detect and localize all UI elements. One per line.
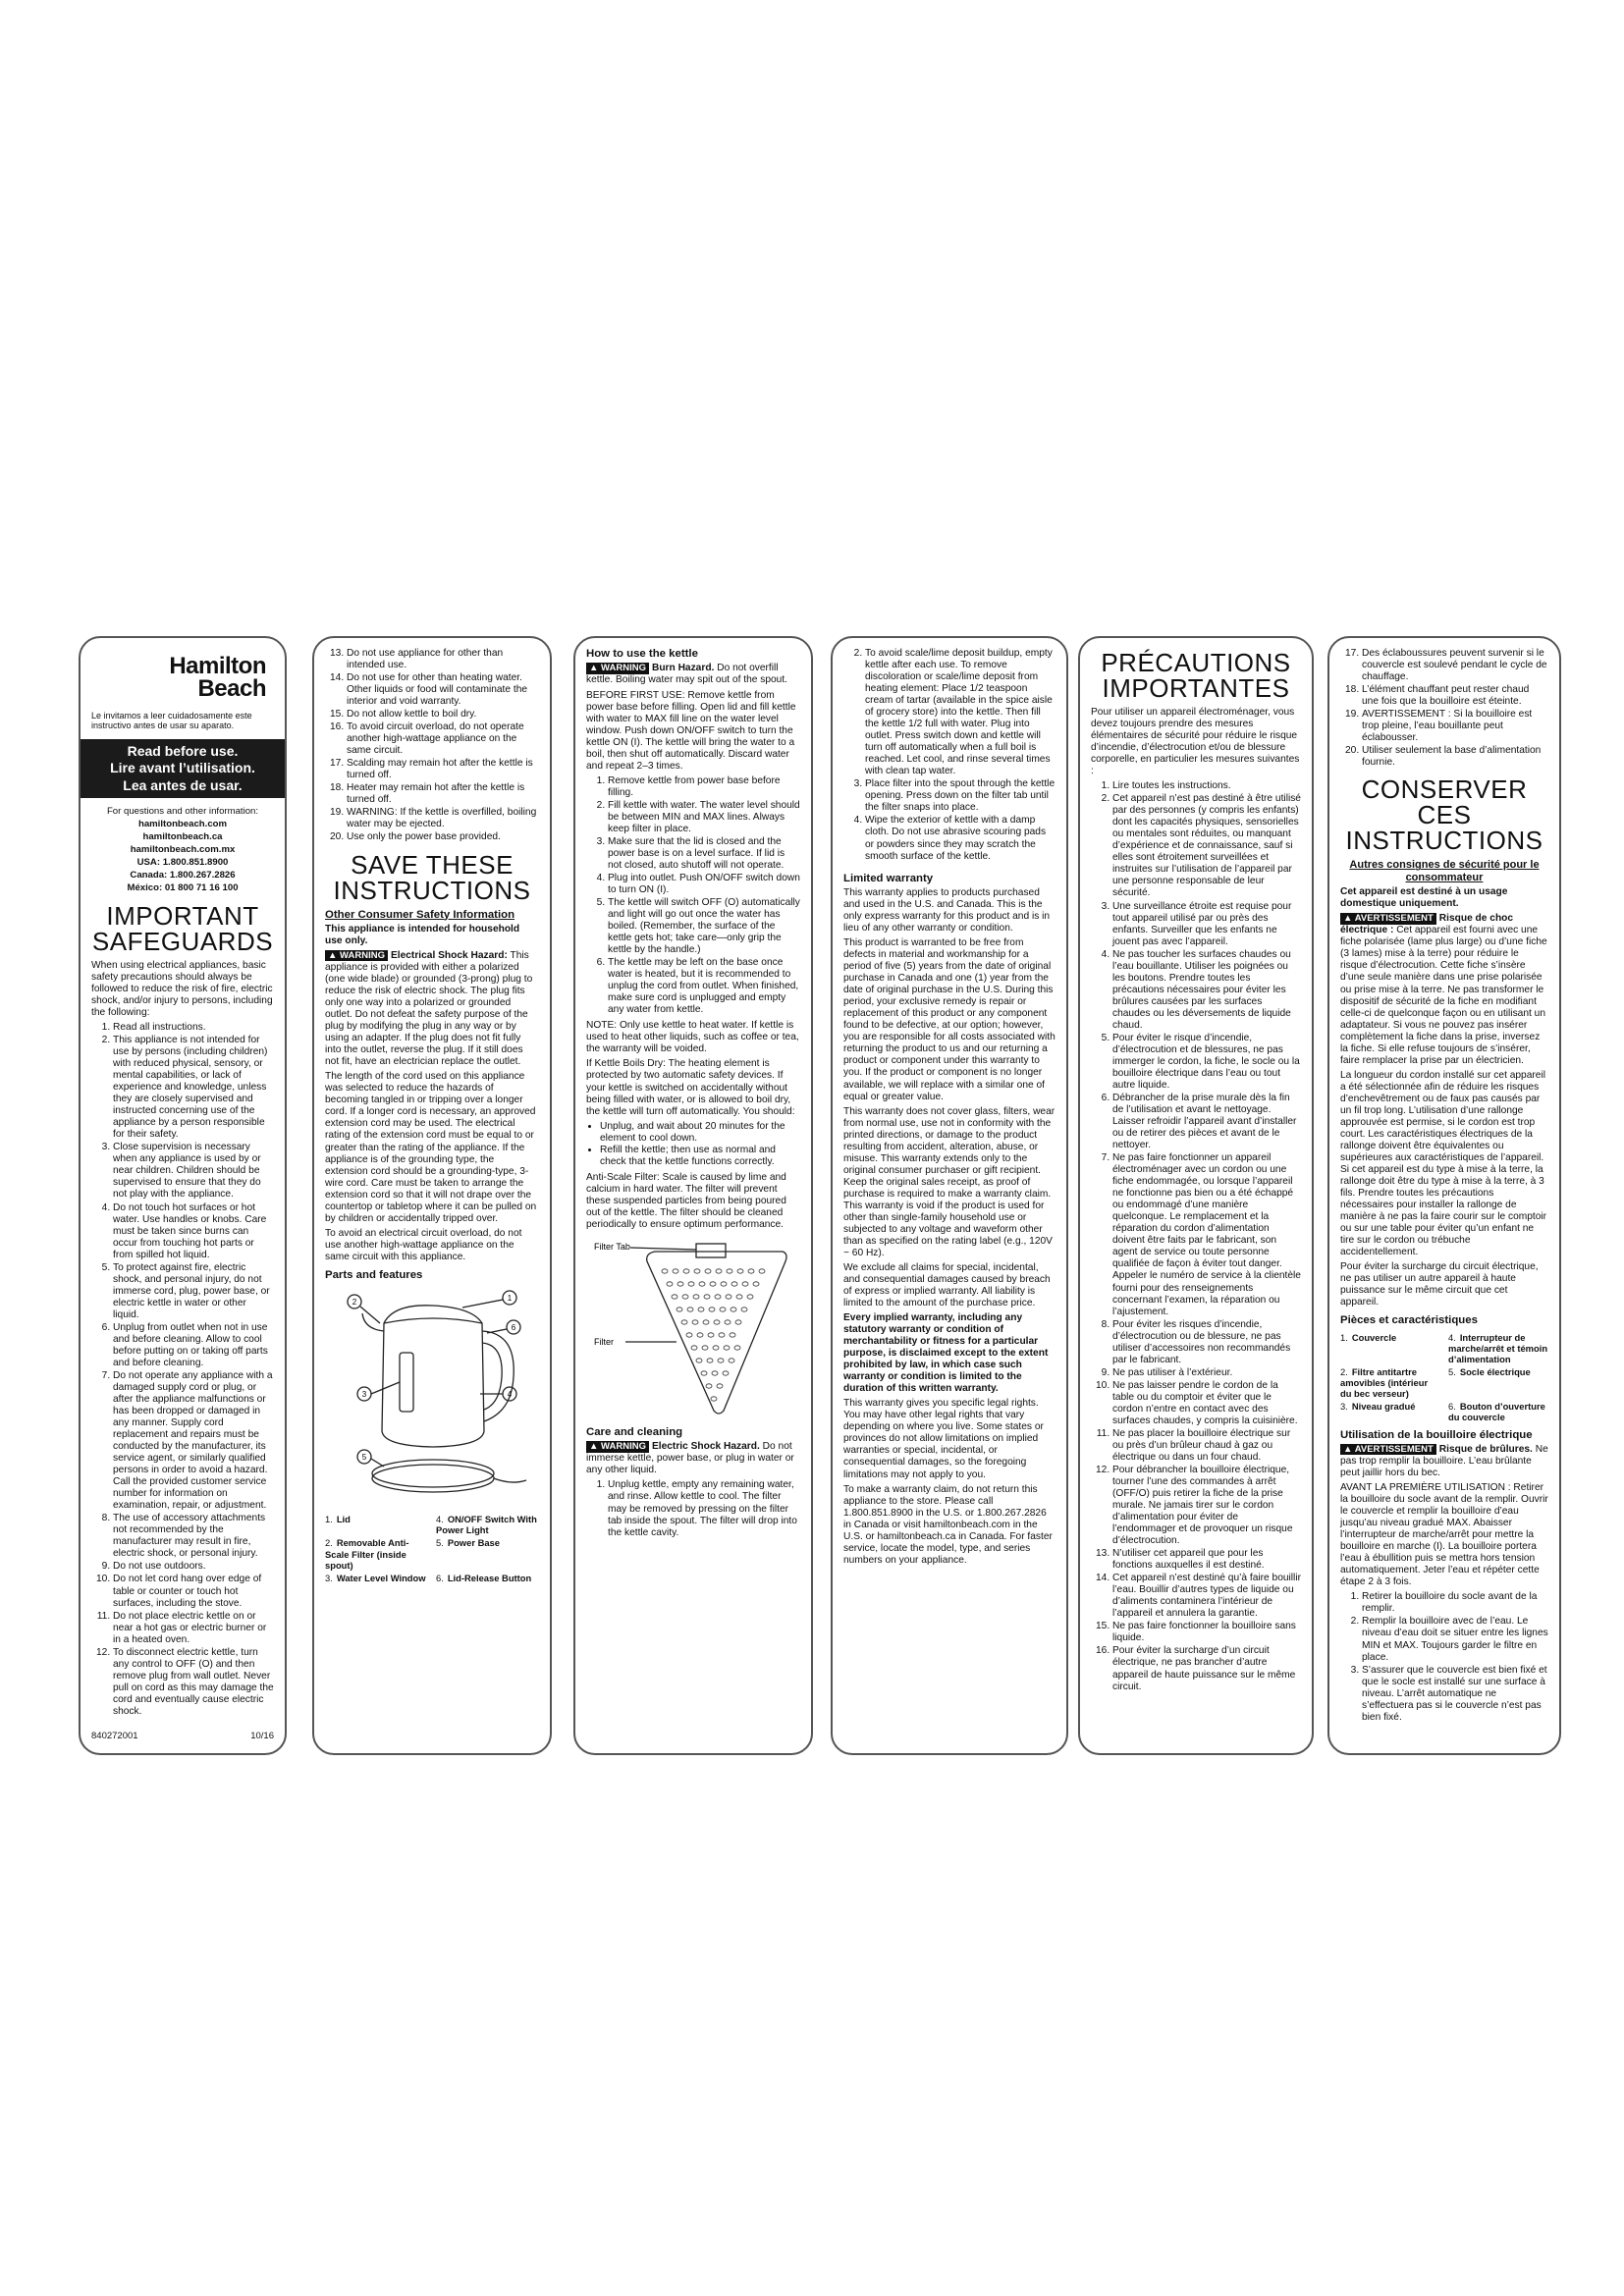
list-item: 15. Do not allow kettle to boil dry.: [347, 709, 539, 721]
list-item: 9. Ne pas utiliser à l’extérieur.: [1112, 1367, 1301, 1379]
list-item: 4. Do not touch hot surfaces or hot water. Use handles or knobs. Care must be taken since burns can occur from touching hot parts or from spilled hot liquid.: [113, 1202, 274, 1261]
list-item: 1. Retirer la bouilloire du socle avant de la remplir.: [1362, 1591, 1548, 1615]
list-item: 10. Ne pas laisser pendre le cordon de la table ou du comptoir et éviter que le cordon n’entre en contact avec des surfaces chaudes, y compris la cuisinière.: [1112, 1380, 1301, 1427]
filter-hole: [737, 1269, 743, 1273]
first-use-paragraph: BEFORE FIRST USE: Remove kettle from power base before filling. Open lid and fill kettle with water to MAX fill line on the water level window. Push down ON/OFF switch to turn the kettle ON (I). The kettle will bring the water to a boil, then shut off automatically. Discard water and repeat 2–3 times.: [586, 689, 796, 772]
filter-hole: [691, 1346, 697, 1350]
list-item: 8. The use of accessory attachments not recommended by the manufacturer may result in fire, electric shock, or personal injury.: [113, 1513, 274, 1560]
callout-1: 1: [507, 1294, 513, 1304]
filter-illustration: [586, 1234, 802, 1420]
filter-hole: [688, 1282, 694, 1286]
overload-paragraph: To avoid an electrical circuit overload, do not use another high-wattage appliance on the same circuit with this appliance.: [325, 1227, 522, 1262]
panel-safety-continued: [312, 636, 552, 1755]
list-item: 6. The kettle may be left on the base once water is heated, but it is recommended to unplug the cord from outlet. When finished, make sure cord is unplugged and empty any water from kettle.: [608, 957, 800, 1016]
list-item: 1. Read all instructions.: [113, 1022, 274, 1034]
warranty-paragraph: Every implied warranty, including any statutory warranty or condition of merchantability or fitness for a particular purpose, is disclaimed except to the extent prohibited by law, in which case such warranty or condition is limited to the duration of this written warranty.: [843, 1312, 1049, 1395]
burn-hazard-paragraph: ▲ WARNING Burn Hazard. Do not overfill kettle. Boiling water may spit out of the spout.: [586, 663, 787, 686]
kettle-illustration: [325, 1284, 541, 1510]
conserver-title: CONSERVER CES INSTRUCTIONS: [1345, 774, 1543, 856]
filter-label: Filter: [594, 1336, 614, 1347]
panel-conserver-fr: [1327, 636, 1561, 1755]
filter-hole: [696, 1359, 702, 1362]
filter-hole: [759, 1269, 765, 1273]
panel-precautions-fr: [1078, 636, 1314, 1755]
care-heading: Care and cleaning: [586, 1425, 683, 1438]
filter-hole: [748, 1269, 754, 1273]
panel-warranty: [831, 636, 1068, 1755]
filter-hole: [716, 1269, 722, 1273]
list-item: 12. To disconnect electric kettle, turn any control to OFF (O) and then remove plug from wall outlet. Never pull on cord as this may damage the cord and eventually cause electric shock.: [113, 1647, 274, 1718]
list-item: 3. Niveau gradué: [1340, 1401, 1416, 1413]
list-item: 17. Scalding may remain hot after the kettle is turned off.: [347, 758, 539, 781]
list-item: 2. Fill kettle with water. The water level should be between MIN and MAX lines. Always keep filter in place.: [608, 800, 800, 835]
list-item: 20. Use only the power base provided.: [347, 831, 539, 843]
filter-hole: [719, 1333, 725, 1337]
list-item: 2. Removable Anti-Scale Filter (inside spout): [325, 1537, 409, 1571]
contact-info: For questions and other information: hamiltonbeach.com hamiltonbeach.ca hamiltonbeach.com.mx USA: 1.800.851.8900 Canada: 1.800.267.2826 México: 01 800 71 16 100: [106, 806, 259, 893]
filter-hole: [718, 1359, 724, 1362]
warning-badge: ▲ WARNING: [586, 663, 649, 673]
warning-badge: ▲ AVERTISSEMENT: [1340, 1444, 1436, 1455]
list-item: 5. Socle électrique: [1448, 1366, 1531, 1378]
list-item: 2. Cet appareil n’est pas destiné à être utilisé par des personnes (y compris les enfants) dont les capacités physiques, sensorielles ou mentales sont réduites, ou manquant d’expérience et de connaissance, sauf si elles sont étroitement surveillées et instruites sur l’utilisation de l’appareil par une personne responsable de leur sécurité.: [1112, 793, 1301, 899]
filter-hole: [687, 1308, 693, 1311]
list-item: 18. Heater may remain hot after the kettle is turned off.: [347, 782, 539, 806]
panel-footer: [91, 1731, 274, 1741]
safeguards-list: [91, 1022, 274, 1718]
filter-hole: [697, 1333, 703, 1337]
parts-heading: Parts and features: [325, 1268, 423, 1281]
filter-hole: [701, 1371, 707, 1375]
list-item: 1. Lid: [325, 1514, 351, 1525]
first-use-fr-paragraph: AVANT LA PREMIÈRE UTILISATION : Retirer la bouilloire du socle avant de la remplir. Ouvrir le couvercle et remplir la bouilloire d’eau jusqu’au niveau gradué MAX. Abaisser l’interrupteur de marche/arrêt pour mettre la bouilloire en marche (I). La bouilloire portera l’eau à ébullition puis se mettra hors tension automatiquement. Jeter l’eau et répéter cette étape 2 à 3 fois.: [1340, 1482, 1548, 1588]
list-item: 13. N’utiliser cet appareil que pour les fonctions auxquelles il est destiné.: [1112, 1548, 1301, 1572]
filter-hole: [734, 1346, 740, 1350]
filter-hole: [725, 1320, 731, 1324]
cord-fr-paragraph: La longueur du cordon installé sur cet appareil a été sélectionnée afin de réduire les risques d’enchevêtrement ou de faux pas causés par un fil trop long. L’utilisation d’une rallonge approuvée est permise, si le cordon est trop court. Les caractéristiques électriques de la rallonge doivent être équivalentes ou supérieures aux caractéristiques de l’appareil. Si cet appareil est du type à mise à la terre, la rallonge doit être du type à mise à la terre, à 3 fils. Prendre toutes les précautions nécessaires pour installer la rallonge de manière à ne pas la faire courir sur le comptoir ou sur une table pour éviter qu’un enfant ne tire sur le cordon ou trébuche accidentellement.: [1340, 1069, 1547, 1258]
safeguards-intro: When using electrical appliances, basic safety precautions should always be followed to reduce the risk of fire, electric shock, and/or injury to persons, including the following:: [91, 959, 273, 1018]
list-item: 16. To avoid circuit overload, do not operate another high-wattage appliance on the same circuit.: [347, 721, 539, 757]
filter-hole: [694, 1269, 700, 1273]
list-item: 2. To avoid scale/lime deposit buildup, empty kettle after each use. To remove discoloration or scale/lime deposit from heating element: Place 1/2 teaspoon cream of tartar (available in the spice aisle of grocery store) into the kettle. Then fill the kettle 1/2 full with water. Plug into outlet. Press switch down and kettle will turn off automatically when a full boil is reached. Let cool, and rinse several times with clean tap water.: [865, 648, 1056, 777]
filter-hole: [693, 1295, 699, 1299]
list-item: 17. Des éclaboussures peuvent survenir si le couvercle est soulevé pendant le cycle de chauffage.: [1362, 648, 1548, 683]
read-before-use-box: Read before use. Lire avant l’utilisation. Lea antes de usar.: [81, 739, 285, 799]
list-item: 1. Couvercle: [1340, 1331, 1397, 1343]
warning-badge: ▲ WARNING: [325, 950, 388, 961]
warranty-paragraph: To make a warranty claim, do not return this appliance to the store. Please call 1.800.851.8900 in the U.S. or 1.800.267.2826 in Canada or visit hamiltonbeach.com in the U.S. or hamiltonbeach.ca in Canada. For faster service, locate the model, type, and series numbers on your appliance.: [843, 1483, 1053, 1566]
shock-fr-paragraph: ▲ AVERTISSEMENT Risque de choc électrique : Cet appareil est fourni avec une fiche polarisée (lame plus large) ou d’une fiche (3 lames) mise à la terre) pour réduire le risque d’électrocution. Cette fiche s’insère d’une seule manière dans une prise polarisée ou prise mise à la terre. Ne pas transformer le dispositif de sécurité de la fiche en modifiant celle-ci de quelconque façon ou en utilisant un adaptateur. Si vous ne pouvez pas insérer complètement la fiche dans la prise, inversez la fiche. Si elle refuse toujours de s’insérer, faire remplacer la prise par un électricien.: [1340, 913, 1547, 1066]
list-item: 5. Power Base: [436, 1537, 500, 1549]
filter-hole: [712, 1371, 718, 1375]
list-item: 20. Utiliser seulement la base d’alimentation fournie.: [1362, 745, 1548, 769]
cord-paragraph: The length of the cord used on this appliance was selected to reduce the hazards of becoming tangled in or tripping over a longer cord. If a longer cord is necessary, an approved extension cord may be used. The electrical rating of the extension cord must be equal to or greater than the rating of the appliance. If the appliance is of the grounding type, the extension cord should be a grounding-type, 3-wire cord. Care must be taken to arrange the extension cord so that it will not drape over the countertop or tabletop where it can be pulled on by children or accidentally tripped over.: [325, 1071, 537, 1224]
important-safeguards-title: IMPORTANT SAFEGUARDS: [91, 900, 274, 956]
list-item: 19. WARNING: If the kettle is overfilled, boiling water may be ejected.: [347, 807, 539, 830]
list-item: 3. Place filter into the spout through the kettle opening. Press down on the filter tab until the filter snaps into place.: [865, 778, 1056, 814]
list-item: 6. Unplug from outlet when not in use and before cleaning. Allow to cool before putting on or taking off parts and before cleaning.: [113, 1322, 274, 1369]
warranty-paragraph: This warranty gives you specific legal rights. You may have other legal rights that vary depending on where you live. Some states or provinces do not allow limitations on implied warranties or special, incidental, or consequential damages, so the foregoing limitations may not apply to you.: [843, 1398, 1044, 1480]
filter-hole: [683, 1269, 689, 1273]
filter-hole: [741, 1308, 747, 1311]
filter-hole: [735, 1320, 741, 1324]
antiscale-paragraph: Anti-Scale Filter: Scale is caused by lime and calcium in hard water. The filter will prevent these suspended particles from being poured out of the kettle. The filter should be cleaned periodically to ensure optimum performance.: [586, 1171, 786, 1230]
filter-hole: [707, 1359, 713, 1362]
callout-4: 4: [507, 1390, 513, 1400]
filter-hole: [730, 1333, 735, 1337]
list-item: 4. Plug into outlet. Push ON/OFF switch down to turn ON (I).: [608, 873, 800, 896]
filter-hole: [672, 1295, 677, 1299]
filter-hole: [723, 1371, 729, 1375]
filter-hole: [710, 1282, 716, 1286]
list-item: 14. Do not use for other than heating water. Other liquids or food will contaminate the interior and void warranty.: [347, 672, 539, 708]
filter-hole: [711, 1397, 717, 1401]
filter-hole: [677, 1308, 682, 1311]
list-item: 5. To protect against fire, electric shock, and personal injury, do not immerse cord, plug, power base, or electric kettle in water or other liquid.: [113, 1262, 274, 1321]
list-item: 1. Lire toutes les instructions.: [1112, 780, 1301, 792]
filter-hole: [704, 1295, 710, 1299]
callout-3: 3: [361, 1390, 367, 1400]
burn-fr-paragraph: ▲ AVERTISSEMENT Risque de brûlures. Ne pas trop remplir la bouilloire. L’eau brûlante peut jaillir hors du bec.: [1340, 1444, 1548, 1479]
list-item: 5. Pour éviter le risque d’incendie, d’électrocution et de blessures, ne pas immerger le cordon, la fiche, le socle ou la bouilloire électrique dans l’eau ou tout autre liquide.: [1112, 1033, 1301, 1092]
list-item: 11. Ne pas placer la bouilloire électrique sur ou près d’un brûleur chaud à gaz ou électrique ou dans un four chaud.: [1112, 1428, 1301, 1464]
precautions-intro: Pour utiliser un appareil électroménager, vous devez toujours prendre des mesures élémentaires de sécurité pour réduire le risque d’incendie, d’électrocution et/ou de blessure corporelle, en particulier les mesures suivantes :: [1091, 707, 1300, 777]
warranty-paragraph: This product is warranted to be free from defects in material and workmanship for a period of five (5) years from the date of original purchase in Canada and one (1) year from the date of original purchase in the U.S. During this period, your exclusive remedy is repair or replacement of this product or any component found to be defective, at our option; however, you are responsible for all costs associated with returning the product to us and our returning a product or component under this warranty to you. If the product or component is no longer available, we will replace with a similar one of equal or greater value.: [843, 937, 1056, 1102]
callout-5: 5: [361, 1453, 367, 1463]
filter-hole: [724, 1346, 730, 1350]
list-item: 7. Ne pas faire fonctionner un appareil électroménager avec un cordon ou une fiche endommagée, ou lorsque l’appareil ne fonctionne pas bien ou a été échappé ou endommagé d’une manière quelconque. Le remplacement et la réparation du cordon d’alimentation doivent être faits par le fabricant, son agent de service ou toute personne qualifiée de façon à éviter tout danger. Appeler le numéro de service à la clientèle fourni pour des renseignements concernant l’examen, la réparation ou l’ajustement.: [1112, 1152, 1301, 1317]
precautions-list-continued: [1340, 648, 1548, 769]
list-item: 3. Water Level Window: [325, 1572, 426, 1583]
filter-hole: [681, 1320, 687, 1324]
list-item: 5. The kettle will switch OFF (O) automatically and light will go out once the water has boiled. (Remember, the surface of the kettle gets hot; take care—only grip the kettle by the handle.): [608, 897, 800, 956]
filter-tab-label: Filter Tab: [594, 1241, 630, 1252]
list-item: 9. Do not use outdoors.: [113, 1561, 274, 1573]
panel-cover: [79, 636, 287, 1755]
filter-hole: [662, 1269, 668, 1273]
filter-hole: [747, 1295, 753, 1299]
list-item: 4. Ne pas toucher les surfaces chaudes ou l’eau bouillante. Utiliser les poignées ou les boutons. Prendre toutes les précautions nécessaires pour éviter les brûlures causées par les surfaces chaudes ou les déversements de liquide chaud.: [1112, 949, 1301, 1032]
invite-text: Le invitamos a leer cuidadosamente este instructivo antes de usar su aparato.: [91, 710, 252, 731]
list-item: 13. Do not use appliance for other than intended use.: [347, 648, 539, 671]
list-item: • Unplug, and wait about 20 minutes for the element to cool down.: [600, 1121, 800, 1145]
parts-fr-heading: Pièces et caractéristiques: [1340, 1314, 1478, 1327]
filter-hole: [692, 1320, 698, 1324]
list-item: 1. Remove kettle from power base before filling.: [608, 775, 800, 799]
list-item: 10. Do not let cord hang over edge of table or counter or touch hot surfaces, including the stove.: [113, 1574, 274, 1609]
list-item: 4. ON/OFF Switch With Power Light: [436, 1514, 537, 1536]
filter-hole: [699, 1282, 705, 1286]
parts-list: [325, 1514, 539, 1583]
filter-hole: [731, 1282, 737, 1286]
precautions-title: PRÉCAUTIONS IMPORTANTES: [1101, 648, 1291, 703]
safeguards-list-continued: [325, 648, 539, 844]
callout-2: 2: [352, 1298, 357, 1308]
filter-hole: [736, 1295, 742, 1299]
filter-hole: [742, 1282, 748, 1286]
consignes-subtitle: Autres consignes de sécurité pour le consommateur: [1349, 859, 1540, 884]
filter-hole: [717, 1384, 723, 1388]
list-item: 1. Unplug kettle, empty any remaining water, and rinse. Allow kettle to cool. The filter may be removed by pressing on the filter tab inside the spout. The filter will drop into the kettle cavity.: [608, 1479, 800, 1538]
filter-hole: [698, 1308, 704, 1311]
document-date: 10/16: [250, 1730, 274, 1741]
parts-fr-list: [1340, 1332, 1548, 1423]
filter-hole: [726, 1295, 731, 1299]
list-item: 2. Filtre antitartre amovibles (intérieur du bec verseur): [1340, 1366, 1429, 1400]
filter-hole: [709, 1308, 715, 1311]
use-fr-steps: [1340, 1591, 1548, 1723]
household-only-text: This appliance is intended for household use only.: [325, 923, 520, 946]
filter-hole: [708, 1333, 714, 1337]
list-item: 4. Interrupteur de marche/arrêt et témoin d’alimentation: [1448, 1331, 1548, 1364]
use-fr-heading: Utilisation de la bouilloire électrique: [1340, 1428, 1533, 1441]
list-item: 18. L’élément chauffant peut rester chaud une fois que la bouilloire est éteinte.: [1362, 684, 1548, 708]
document-code: 840272001: [91, 1730, 138, 1741]
list-item: 2. This appliance is not intended for use by persons (including children) with reduced physical, sensory, or mental capabilities, or lack of experience and knowledge, unless they are closely supervised and instructed concerning use of the appliance by a person responsible for their safety.: [113, 1035, 274, 1141]
domestic-use-text: Cet appareil est destiné à un usage domestique uniquement.: [1340, 886, 1508, 910]
filter-hole: [731, 1308, 736, 1311]
care-steps: [586, 1479, 800, 1538]
list-item: • Refill the kettle; then use as normal and check that the kettle functions correctly.: [600, 1145, 800, 1168]
list-item: 14. Cet appareil n’est destiné qu’à faire bouillir l’eau. Bouillir d’autres types de liquide ou d’aliments contaminera l’intérieur de l’appareil et annulera la garantie.: [1112, 1573, 1301, 1620]
filter-hole: [706, 1384, 712, 1388]
list-item: 4. Wipe the exterior of kettle with a damp cloth. Do not use abrasive scouring pads or powders since they may scratch the smooth surface of the kettle.: [865, 815, 1056, 862]
boils-dry-paragraph: If Kettle Boils Dry: The heating element is protected by two automatic safety devices. If your kettle is switched on accidentally without being filled with water, or is allowed to boil dry, the kettle will turn off automatically. You should:: [586, 1058, 795, 1117]
warranty-paragraph: This warranty does not cover glass, filters, wear from normal use, use not in conformity with the printed directions, or damage to the product resulting from accident, alteration, abuse, or misuse. This warranty extends only to the original consumer purchaser or gift recipient. Keep the original sales receipt, as proof of purchase is required to make a warranty claim. This warranty is void if the product is used for other than single-family household use or subjected to any voltage and waveform other than as specified on the rating label (e.g., 120V ~ 60 Hz).: [843, 1105, 1056, 1258]
list-item: 15. Ne pas faire fonctionner la bouilloire sans liquide.: [1112, 1621, 1301, 1644]
note-paragraph: NOTE: Only use kettle to heat water. If kettle is used to heat other liquids, such as coffee or tea, the warranty will be voided.: [586, 1020, 799, 1055]
filter-hole: [715, 1295, 721, 1299]
warning-badge: ▲ AVERTISSEMENT: [1340, 913, 1436, 924]
hamilton-beach-logo: Hamilton Beach: [169, 653, 266, 702]
filter-hole: [673, 1269, 678, 1273]
warning-badge: ▲ WARNING: [586, 1441, 649, 1452]
filter-hole: [705, 1269, 711, 1273]
list-item: 19. AVERTISSEMENT : Si la bouilloire est trop pleine, l’eau bouillante peut éclabousser.: [1362, 709, 1548, 744]
filter-hole: [714, 1320, 720, 1324]
filter-hole: [682, 1295, 688, 1299]
panel-how-to-use: [573, 636, 813, 1755]
filter-hole: [720, 1308, 726, 1311]
warranty-paragraph: This warranty applies to products purchased and used in the U.S. and Canada. This is the only express warranty for this product and is in lieu of any other warranty or condition.: [843, 887, 1051, 934]
list-item: 11. Do not place electric kettle on or near a hot gas or electric burner or in a heated oven.: [113, 1611, 274, 1646]
overload-fr-paragraph: Pour éviter la surcharge du circuit électrique, ne pas utiliser un autre appareil à haute puissance sur le même circuit que cet appareil.: [1340, 1261, 1539, 1308]
filter-hole: [702, 1346, 708, 1350]
list-item: 2. Remplir la bouilloire avec de l’eau. Le niveau d’eau doit se situer entre les lignes MIN et MAX. Toujours garder le filtre en place.: [1362, 1616, 1548, 1663]
list-item: 7. Do not operate any appliance with a damaged supply cord or plug, or after the appliance malfunctions or has been dropped or damaged in any manner. Supply cord replacement and repairs must be conducted by the manufacturer, its service agent, or similarly qualified persons in order to avoid a hazard. Call the provided customer service number for information on examination, repair, or adjustment.: [113, 1370, 274, 1512]
list-item: 12. Pour débrancher la bouilloire électrique, tourner l’une des commandes à arrêt (OFF/O) puis retirer la fiche de la prise murale. Ne jamais tirer sur le cordon d’alimentation pour éviter de l’endommager et de provoquer un risque d’électrocution.: [1112, 1465, 1301, 1547]
care-steps-continued: [843, 648, 1056, 863]
list-item: 3. Make sure that the lid is closed and the power base is on a level surface. If lid is not closed, auto shutoff will not operate.: [608, 836, 800, 872]
boils-dry-list: [586, 1121, 800, 1168]
filter-hole: [729, 1359, 734, 1362]
list-item: 3. S’assurer que le couvercle est bien fixé et que le socle est installé sur une surface à niveau. L’arrêt automatique ne s’effectuera pas si le couvercle n’est pas bien fixé.: [1362, 1665, 1548, 1724]
care-shock-paragraph: ▲ WARNING Electric Shock Hazard. Do not immerse kettle, power base, or plug in water or any other liquid.: [586, 1441, 794, 1476]
filter-hole: [677, 1282, 683, 1286]
filter-hole: [703, 1320, 709, 1324]
precautions-list: [1091, 780, 1301, 1692]
list-item: 8. Pour éviter les risques d’incendie, d’électrocution ou de blessure, ne pas utiliser d’accessoires non recommandés par le fabricant.: [1112, 1319, 1301, 1366]
warranty-paragraph: We exclude all claims for special, incidental, and consequential damages caused by breach of express or implied warranty. All liability is limited to the amount of the purchase price.: [843, 1261, 1051, 1309]
callout-6: 6: [511, 1323, 516, 1333]
list-item: 6. Débrancher de la prise murale dès la fin de l’utilisation et avant le nettoyage. Laisser refroidir l’appareil avant d’installer ou de retirer des pièces et avant de le nettoyer.: [1112, 1093, 1301, 1151]
shock-hazard-paragraph: ▲ WARNING Electrical Shock Hazard: This appliance is provided with either a polarized (one wide blade) or grounded (3-prong) plug to reduce the risk of electric shock. The plug fits only one way into a polarized or grounded outlet. Do not defeat the safety purpose of the plug by modifying the plug in any way or by using an adapter. If the plug does not fit fully into the outlet, reverse the plug. If it still does not fit, have an electrician replace the outlet.: [325, 950, 533, 1068]
list-item: 3. Close supervision is necessary when any appliance is used by or near children. Children should be supervised to ensure that they do not play with the appliance.: [113, 1142, 274, 1201]
filter-hole: [686, 1333, 692, 1337]
save-instructions-title: SAVE THESE INSTRUCTIONS: [333, 849, 531, 905]
filter-hole: [713, 1346, 719, 1350]
filter-hole: [721, 1282, 727, 1286]
list-item: 3. Une surveillance étroite est requise pour tout appareil utilisé par ou près des enfants. Surveiller que les enfants ne jouent pas avec l’appareil.: [1112, 901, 1301, 948]
warranty-heading: Limited warranty: [843, 872, 934, 884]
filter-hole: [727, 1269, 732, 1273]
filter-hole: [753, 1282, 759, 1286]
list-item: 6. Lid-Release Button: [436, 1572, 532, 1583]
list-item: 16. Pour éviter la surcharge d’un circuit électrique, ne pas brancher d’autre appareil de haute puissance sur le même circuit.: [1112, 1645, 1301, 1692]
list-item: 6. Bouton d’ouverture du couvercle: [1448, 1401, 1545, 1423]
how-to-use-heading: How to use the kettle: [586, 648, 698, 660]
use-steps: [586, 775, 800, 1017]
other-safety-heading: Other Consumer Safety Information: [325, 908, 515, 921]
filter-hole: [667, 1282, 673, 1286]
